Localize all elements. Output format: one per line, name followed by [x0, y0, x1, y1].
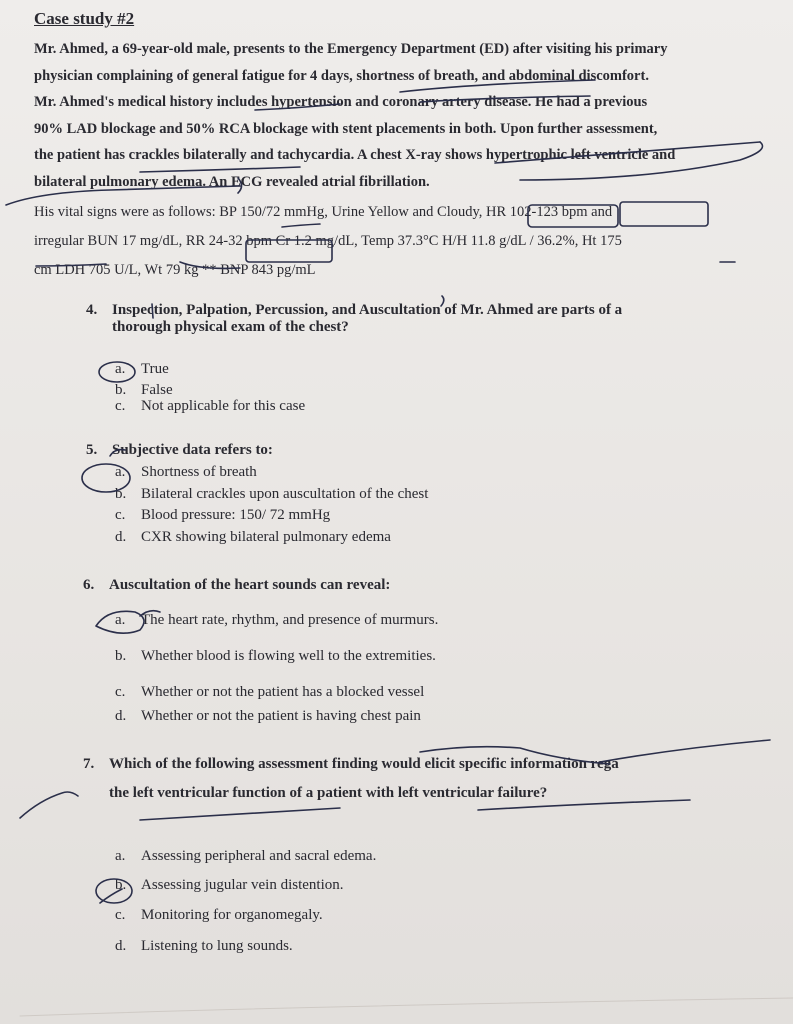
option-text: Listening to lung sounds.	[141, 938, 293, 954]
question-number: 5.	[86, 442, 98, 458]
page-edge-line	[20, 998, 793, 1016]
vitals-line: cm LDH 705 U/L, Wt 79 kg ** BNP 843 pg/mL	[34, 262, 316, 278]
question-stem-continued: thorough physical exam of the chest?	[112, 319, 349, 335]
option-letter: a.	[115, 361, 126, 377]
option-letter: b.	[115, 486, 127, 502]
question-stem: Auscultation of the heart sounds can reveal:	[109, 577, 391, 593]
option-text: Monitoring for organomegaly.	[141, 907, 323, 923]
case-study-title: Case study #2	[34, 9, 135, 28]
option-text: True	[141, 361, 169, 377]
option-letter: a.	[115, 612, 126, 628]
option-4b	[115, 382, 173, 399]
option-letter: c.	[115, 684, 126, 700]
question-5	[86, 442, 766, 459]
underline-mark	[140, 808, 340, 820]
option-text: The heart rate, rhythm, and presence of murmurs.	[141, 612, 439, 628]
option-letter: d.	[115, 938, 127, 954]
option-6a	[115, 612, 438, 629]
paragraph-line: physician complaining of general fatigue for 4 days, shortness of breath, and abdominal discomfort.	[34, 67, 649, 84]
question-stem: Subjective data refers to:	[112, 442, 273, 458]
option-6b	[115, 648, 436, 665]
option-letter: b.	[115, 648, 127, 664]
option-text: Blood pressure: 150/ 72 mmHg	[141, 507, 331, 523]
paragraph-line: Mr. Ahmed's medical history includes hypertension and coronary artery disease. He had a previous	[34, 94, 648, 110]
question-number: 7.	[83, 756, 95, 772]
case-paragraph	[34, 36, 774, 195]
question-stem: Inspection, Palpation, Percussion, and Auscultation of Mr. Ahmed are parts of a	[112, 302, 623, 318]
option-text: Assessing jugular vein distention.	[141, 877, 344, 893]
option-5d	[115, 529, 391, 546]
option-text: False	[141, 382, 173, 398]
option-6d	[115, 708, 421, 725]
option-text: Shortness of breath	[141, 464, 257, 480]
option-text: Whether or not the patient has a blocked vessel	[141, 684, 425, 700]
option-letter: a.	[115, 848, 126, 864]
question-stem: Which of the following assessment finding would elicit specific information rega	[109, 756, 619, 772]
paragraph-line: bilateral pulmonary edema. An ECG revealed atrial fibrillation.	[34, 173, 430, 190]
option-letter: b.	[115, 877, 127, 893]
question-stem-continued: the left ventricular function of a patient with left ventricular failure?	[109, 785, 548, 801]
check-mark	[20, 792, 78, 818]
option-6c	[115, 684, 424, 701]
paragraph-line: Mr. Ahmed, a 69-year-old male, presents to the Emergency Department (ED) after visiting his primary	[34, 41, 668, 57]
vitals-line: irregular BUN 17 mg/dL, RR 24-32 bpm Cr 1.2 mg/dL, Temp 37.3°C H/H 11.8 g/dL / 36.2%, Ht 175	[34, 233, 622, 249]
paragraph-line: 90% LAD blockage and 50% RCA blockage with stent placements in both. Upon further assessment,	[34, 120, 658, 137]
option-5a	[115, 464, 257, 481]
option-letter: b.	[115, 382, 127, 398]
option-letter: d.	[115, 529, 127, 545]
option-letter: c.	[115, 398, 126, 414]
question-number: 4.	[86, 302, 98, 318]
option-7b	[115, 877, 344, 894]
option-text: Bilateral crackles upon auscultation of the chest	[141, 486, 429, 502]
option-text: Not applicable for this case	[141, 398, 306, 414]
option-text: Whether or not the patient is having chest pain	[141, 708, 421, 724]
option-5b	[115, 486, 428, 503]
option-text: Assessing peripheral and sacral edema.	[141, 848, 377, 864]
question-number: 6.	[83, 577, 95, 593]
option-text: Whether blood is flowing well to the extremities.	[141, 648, 436, 664]
option-letter: c.	[115, 507, 126, 523]
option-7d	[115, 938, 293, 955]
question-6	[83, 577, 763, 594]
option-4c	[115, 398, 305, 415]
question-4	[86, 302, 766, 336]
option-letter: d.	[115, 708, 127, 724]
option-7c	[115, 907, 323, 924]
option-text: CXR showing bilateral pulmonary edema	[141, 529, 391, 545]
option-7a	[115, 848, 376, 865]
vitals-line: His vital signs were as follows: BP 150/72 mmHg, Urine Yellow and Cloudy, HR 102-123 bpm and	[34, 204, 613, 220]
option-letter: a.	[115, 464, 126, 480]
option-5c	[115, 507, 330, 524]
option-4a	[115, 361, 169, 378]
vital-signs	[34, 198, 779, 285]
question-7	[83, 756, 793, 802]
paragraph-line: the patient has crackles bilaterally and tachycardia. A chest X-ray shows hypertrophic left ventricle and	[34, 147, 676, 163]
option-letter: c.	[115, 907, 126, 923]
